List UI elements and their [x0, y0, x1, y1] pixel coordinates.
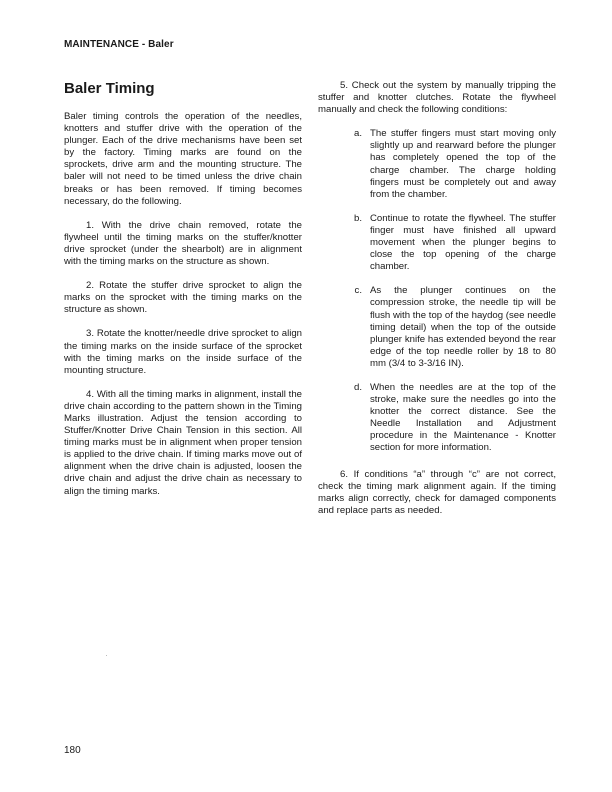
page-title: Baler Timing: [64, 80, 155, 97]
condition-letter: a.: [353, 128, 362, 140]
step-3: 3. Rotate the knotter/needle drive sprocket to align the timing marks on the inside surface of the sprocket with the timing marks on the inside surface of the mounting structure.: [64, 328, 302, 376]
step-4: 4. With all the timing marks in alignment, install the drive chain according to the pattern shown in the Timing Marks illustration. Adjust the tension according to Stuffer/Knotter Drive Chain Tension in this section. All timing marks must be in alignment when proper tension is applied to the drive chain. If timing marks move out of alignment when the drive chain is adjusted, loosen the drive chain and adjust the drive chain as necessary to align the timing marks.: [64, 388, 302, 497]
step-5: 5. Check out the system by manually tripping the stuffer and knotter clutches. Rotate the flywheel manually and check the following conditions:: [318, 80, 556, 116]
step-6: 6. If conditions “a” through “c” are not correct, check the timing mark alignment again. If the timing marks align correctly, check for damaged components and replace parts as needed.: [318, 468, 556, 516]
intro-paragraph: Baler timing controls the operation of the needles, knotters and stuffer drive with the operation of the plunger. Each of the drive mechanisms have been set by the factory. Timing marks are found on the sprockets, drive arm and the mounting structure. The baler will not need to be timed unless the drive chain breaks or has been removed. If timing becomes necessary, do the following.: [64, 111, 302, 207]
section-header: MAINTENANCE - Baler: [64, 39, 174, 50]
condition-letter: d.: [353, 381, 362, 393]
step-1: 1. With the drive chain removed, rotate the flywheel until the timing marks on the stuffer/knotter drive sprocket (under the shearbolt) are in alignment with the timing marks on the structure as shown.: [64, 219, 302, 268]
step-2: 2. Rotate the stuffer drive sprocket to align the marks on the sprocket with the timing marks on the structure as shown.: [64, 280, 302, 316]
left-column: [64, 80, 302, 510]
condition-c: [318, 285, 556, 370]
condition-text: As the plunger continues on the compression stroke, the needle tip will be flush with the top of the haydog (see needle timing detail) when the top of the outside plunger knife has extended beyond the rear edge of the top needle roller by 18 to 80 mm (3/4 to 3-3/16 IN).: [370, 285, 556, 369]
condition-a: [318, 128, 556, 201]
condition-letter: c.: [354, 285, 362, 297]
condition-list: [318, 128, 556, 454]
condition-letter: b.: [353, 212, 362, 224]
scan-speck: [106, 655, 107, 656]
condition-d: [318, 382, 556, 455]
right-column: [318, 80, 556, 529]
condition-b: [318, 213, 556, 273]
condition-text: When the needles are at the top of the stroke, make sure the needles go into the knotter the correct distance. See the Needle Installation and Adjustment procedure in the Maintenance - Knotter section for more information.: [370, 381, 556, 454]
condition-text: Continue to rotate the flywheel. The stuffer finger must have finished all upward movement when the plunger begins to close the top opening of the charge chamber.: [370, 212, 556, 273]
page-number: 180: [64, 745, 81, 756]
condition-text: The stuffer fingers must start moving only slightly up and rearward before the plunger has completely opened the top of the charge chamber. The charge holding fingers must be completely out and away from the chamber.: [370, 128, 556, 200]
